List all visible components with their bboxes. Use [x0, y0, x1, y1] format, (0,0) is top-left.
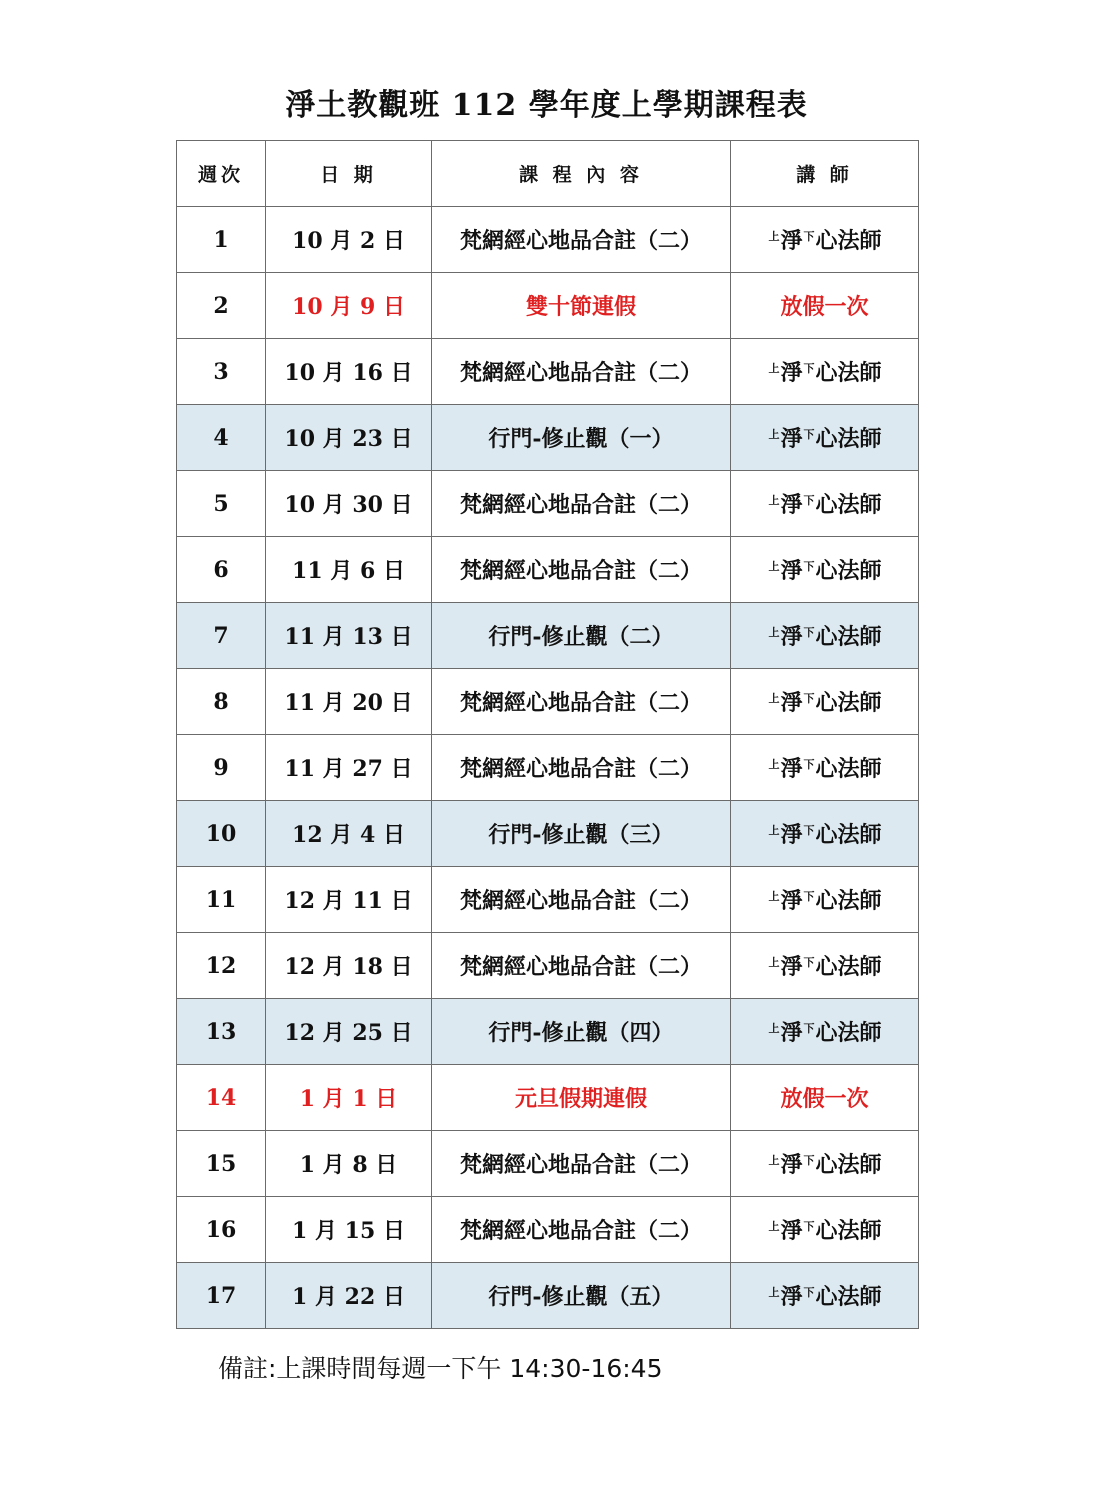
- teacher-honorific-lower: 下: [803, 692, 815, 705]
- teacher-cell: [731, 339, 919, 405]
- teacher-cell: [731, 405, 919, 471]
- teacher-name-first: 淨: [780, 1218, 803, 1244]
- teacher-honorific-lower: 下: [803, 626, 815, 639]
- date-cell: 1 月 8 日: [266, 1131, 432, 1197]
- table-row: [177, 867, 919, 933]
- table-row: [177, 603, 919, 669]
- date-cell: 11 月 13 日: [266, 603, 432, 669]
- header-date: 日 期: [266, 141, 432, 207]
- schedule-note: 備註:上課時間每週一下午 14:30-16:45: [218, 1354, 663, 1383]
- teacher-name-first: 淨: [780, 426, 803, 452]
- week-cell: 9: [177, 735, 266, 801]
- date-cell: 10 月 2 日: [266, 207, 432, 273]
- teacher-name-first: 淨: [780, 228, 803, 254]
- holiday-cell: 放假一次: [731, 1065, 919, 1131]
- teacher-name-rest: 心法師: [815, 822, 882, 848]
- date-cell: 10 月 9 日: [266, 273, 432, 339]
- holiday-cell: 放假一次: [731, 273, 919, 339]
- teacher-cell: [731, 603, 919, 669]
- date-cell: 12 月 11 日: [266, 867, 432, 933]
- teacher-name-rest: 心法師: [815, 1152, 882, 1178]
- course-cell: 梵網經心地品合註（二）: [432, 537, 731, 603]
- teacher-name-rest: 心法師: [815, 558, 882, 584]
- table-row: [177, 801, 919, 867]
- course-cell: 行門-修止觀（三）: [432, 801, 731, 867]
- teacher-name-rest: 心法師: [815, 624, 882, 650]
- date-cell: 1 月 15 日: [266, 1197, 432, 1263]
- week-cell: 17: [177, 1263, 266, 1329]
- week-cell: 7: [177, 603, 266, 669]
- teacher-cell: [731, 669, 919, 735]
- course-cell: 梵網經心地品合註（二）: [432, 471, 731, 537]
- week-cell: 12: [177, 933, 266, 999]
- teacher-name-first: 淨: [780, 360, 803, 386]
- header-week: 週次: [177, 141, 266, 207]
- week-cell: 3: [177, 339, 266, 405]
- teacher-name-first: 淨: [780, 492, 803, 518]
- teacher-cell: [731, 471, 919, 537]
- teacher-honorific-upper: 上: [768, 494, 780, 507]
- teacher-cell: [731, 933, 919, 999]
- teacher-honorific-lower: 下: [803, 560, 815, 573]
- teacher-name-first: 淨: [780, 954, 803, 980]
- teacher-cell: [731, 1131, 919, 1197]
- course-cell: 行門-修止觀（一）: [432, 405, 731, 471]
- table-body: [177, 207, 919, 1329]
- teacher-name-rest: 心法師: [815, 228, 882, 254]
- week-cell: 15: [177, 1131, 266, 1197]
- teacher-honorific-lower: 下: [803, 956, 815, 969]
- week-cell: 2: [177, 273, 266, 339]
- teacher-honorific-upper: 上: [768, 230, 780, 243]
- date-cell: 1 月 1 日: [266, 1065, 432, 1131]
- teacher-honorific-lower: 下: [803, 494, 815, 507]
- week-cell: 11: [177, 867, 266, 933]
- teacher-honorific-lower: 下: [803, 428, 815, 441]
- table-row: [177, 1263, 919, 1329]
- page-title: 淨土教觀班 112 學年度上學期課程表: [285, 88, 808, 123]
- date-cell: 1 月 22 日: [266, 1263, 432, 1329]
- teacher-honorific-lower: 下: [803, 1220, 815, 1233]
- teacher-cell: [731, 801, 919, 867]
- teacher-honorific-lower: 下: [803, 758, 815, 771]
- teacher-name-first: 淨: [780, 558, 803, 584]
- teacher-name-first: 淨: [780, 888, 803, 914]
- teacher-name-rest: 心法師: [815, 756, 882, 782]
- teacher-name-first: 淨: [780, 1284, 803, 1310]
- teacher-name-first: 淨: [780, 822, 803, 848]
- teacher-name-first: 淨: [780, 1020, 803, 1046]
- course-cell: 梵網經心地品合註（二）: [432, 933, 731, 999]
- week-cell: 14: [177, 1065, 266, 1131]
- teacher-honorific-upper: 上: [768, 362, 780, 375]
- date-cell: 11 月 20 日: [266, 669, 432, 735]
- course-cell: 梵網經心地品合註（二）: [432, 339, 731, 405]
- course-cell: 梵網經心地品合註（二）: [432, 735, 731, 801]
- teacher-honorific-upper: 上: [768, 1022, 780, 1035]
- date-cell: 10 月 16 日: [266, 339, 432, 405]
- header-teacher: 講 師: [731, 141, 919, 207]
- teacher-honorific-upper: 上: [768, 824, 780, 837]
- teacher-name-rest: 心法師: [815, 426, 882, 452]
- teacher-honorific-upper: 上: [768, 956, 780, 969]
- date-cell: 12 月 25 日: [266, 999, 432, 1065]
- table-row: [177, 273, 919, 339]
- date-cell: 11 月 6 日: [266, 537, 432, 603]
- course-cell: 梵網經心地品合註（二）: [432, 867, 731, 933]
- week-cell: 4: [177, 405, 266, 471]
- teacher-name-rest: 心法師: [815, 954, 882, 980]
- teacher-honorific-upper: 上: [768, 1286, 780, 1299]
- teacher-honorific-lower: 下: [803, 890, 815, 903]
- course-cell: 行門-修止觀（五）: [432, 1263, 731, 1329]
- date-cell: 10 月 30 日: [266, 471, 432, 537]
- teacher-honorific-upper: 上: [768, 560, 780, 573]
- course-cell: 雙十節連假: [432, 273, 731, 339]
- table-header: [177, 141, 919, 207]
- schedule-table: [176, 140, 919, 1329]
- course-cell: 元旦假期連假: [432, 1065, 731, 1131]
- teacher-honorific-upper: 上: [768, 758, 780, 771]
- course-cell: 梵網經心地品合註（二）: [432, 1197, 731, 1263]
- header-row: [177, 141, 919, 207]
- course-cell: 梵網經心地品合註（二）: [432, 207, 731, 273]
- teacher-name-rest: 心法師: [815, 888, 882, 914]
- teacher-cell: [731, 1263, 919, 1329]
- teacher-honorific-lower: 下: [803, 1154, 815, 1167]
- table-row: [177, 537, 919, 603]
- teacher-honorific-upper: 上: [768, 626, 780, 639]
- table-row: [177, 471, 919, 537]
- course-cell: 行門-修止觀（二）: [432, 603, 731, 669]
- teacher-honorific-lower: 下: [803, 230, 815, 243]
- week-cell: 10: [177, 801, 266, 867]
- course-cell: 梵網經心地品合註（二）: [432, 1131, 731, 1197]
- table-row: [177, 405, 919, 471]
- teacher-name-first: 淨: [780, 756, 803, 782]
- teacher-name-first: 淨: [780, 1152, 803, 1178]
- table-row: [177, 933, 919, 999]
- teacher-honorific-lower: 下: [803, 1286, 815, 1299]
- table-row: [177, 1065, 919, 1131]
- date-cell: 10 月 23 日: [266, 405, 432, 471]
- teacher-honorific-upper: 上: [768, 890, 780, 903]
- table-row: [177, 207, 919, 273]
- week-cell: 16: [177, 1197, 266, 1263]
- course-cell: 行門-修止觀（四）: [432, 999, 731, 1065]
- teacher-cell: [731, 735, 919, 801]
- teacher-honorific-lower: 下: [803, 362, 815, 375]
- date-cell: 12 月 18 日: [266, 933, 432, 999]
- table-row: [177, 735, 919, 801]
- teacher-honorific-lower: 下: [803, 824, 815, 837]
- teacher-name-rest: 心法師: [815, 1218, 882, 1244]
- teacher-honorific-upper: 上: [768, 1154, 780, 1167]
- table-row: [177, 339, 919, 405]
- table-row: [177, 669, 919, 735]
- week-cell: 8: [177, 669, 266, 735]
- week-cell: 6: [177, 537, 266, 603]
- table-row: [177, 999, 919, 1065]
- week-cell: 5: [177, 471, 266, 537]
- teacher-name-rest: 心法師: [815, 1284, 882, 1310]
- teacher-honorific-upper: 上: [768, 1220, 780, 1233]
- teacher-cell: [731, 999, 919, 1065]
- teacher-honorific-upper: 上: [768, 428, 780, 441]
- teacher-name-rest: 心法師: [815, 360, 882, 386]
- date-cell: 12 月 4 日: [266, 801, 432, 867]
- teacher-cell: [731, 537, 919, 603]
- teacher-name-rest: 心法師: [815, 690, 882, 716]
- teacher-cell: [731, 867, 919, 933]
- teacher-cell: [731, 207, 919, 273]
- date-cell: 11 月 27 日: [266, 735, 432, 801]
- table-row: [177, 1197, 919, 1263]
- table-row: [177, 1131, 919, 1197]
- teacher-name-first: 淨: [780, 690, 803, 716]
- header-course: 課 程 內 容: [432, 141, 731, 207]
- teacher-name-rest: 心法師: [815, 492, 882, 518]
- teacher-name-first: 淨: [780, 624, 803, 650]
- week-cell: 1: [177, 207, 266, 273]
- teacher-honorific-lower: 下: [803, 1022, 815, 1035]
- week-cell: 13: [177, 999, 266, 1065]
- teacher-name-rest: 心法師: [815, 1020, 882, 1046]
- course-cell: 梵網經心地品合註（二）: [432, 669, 731, 735]
- teacher-honorific-upper: 上: [768, 692, 780, 705]
- teacher-cell: [731, 1197, 919, 1263]
